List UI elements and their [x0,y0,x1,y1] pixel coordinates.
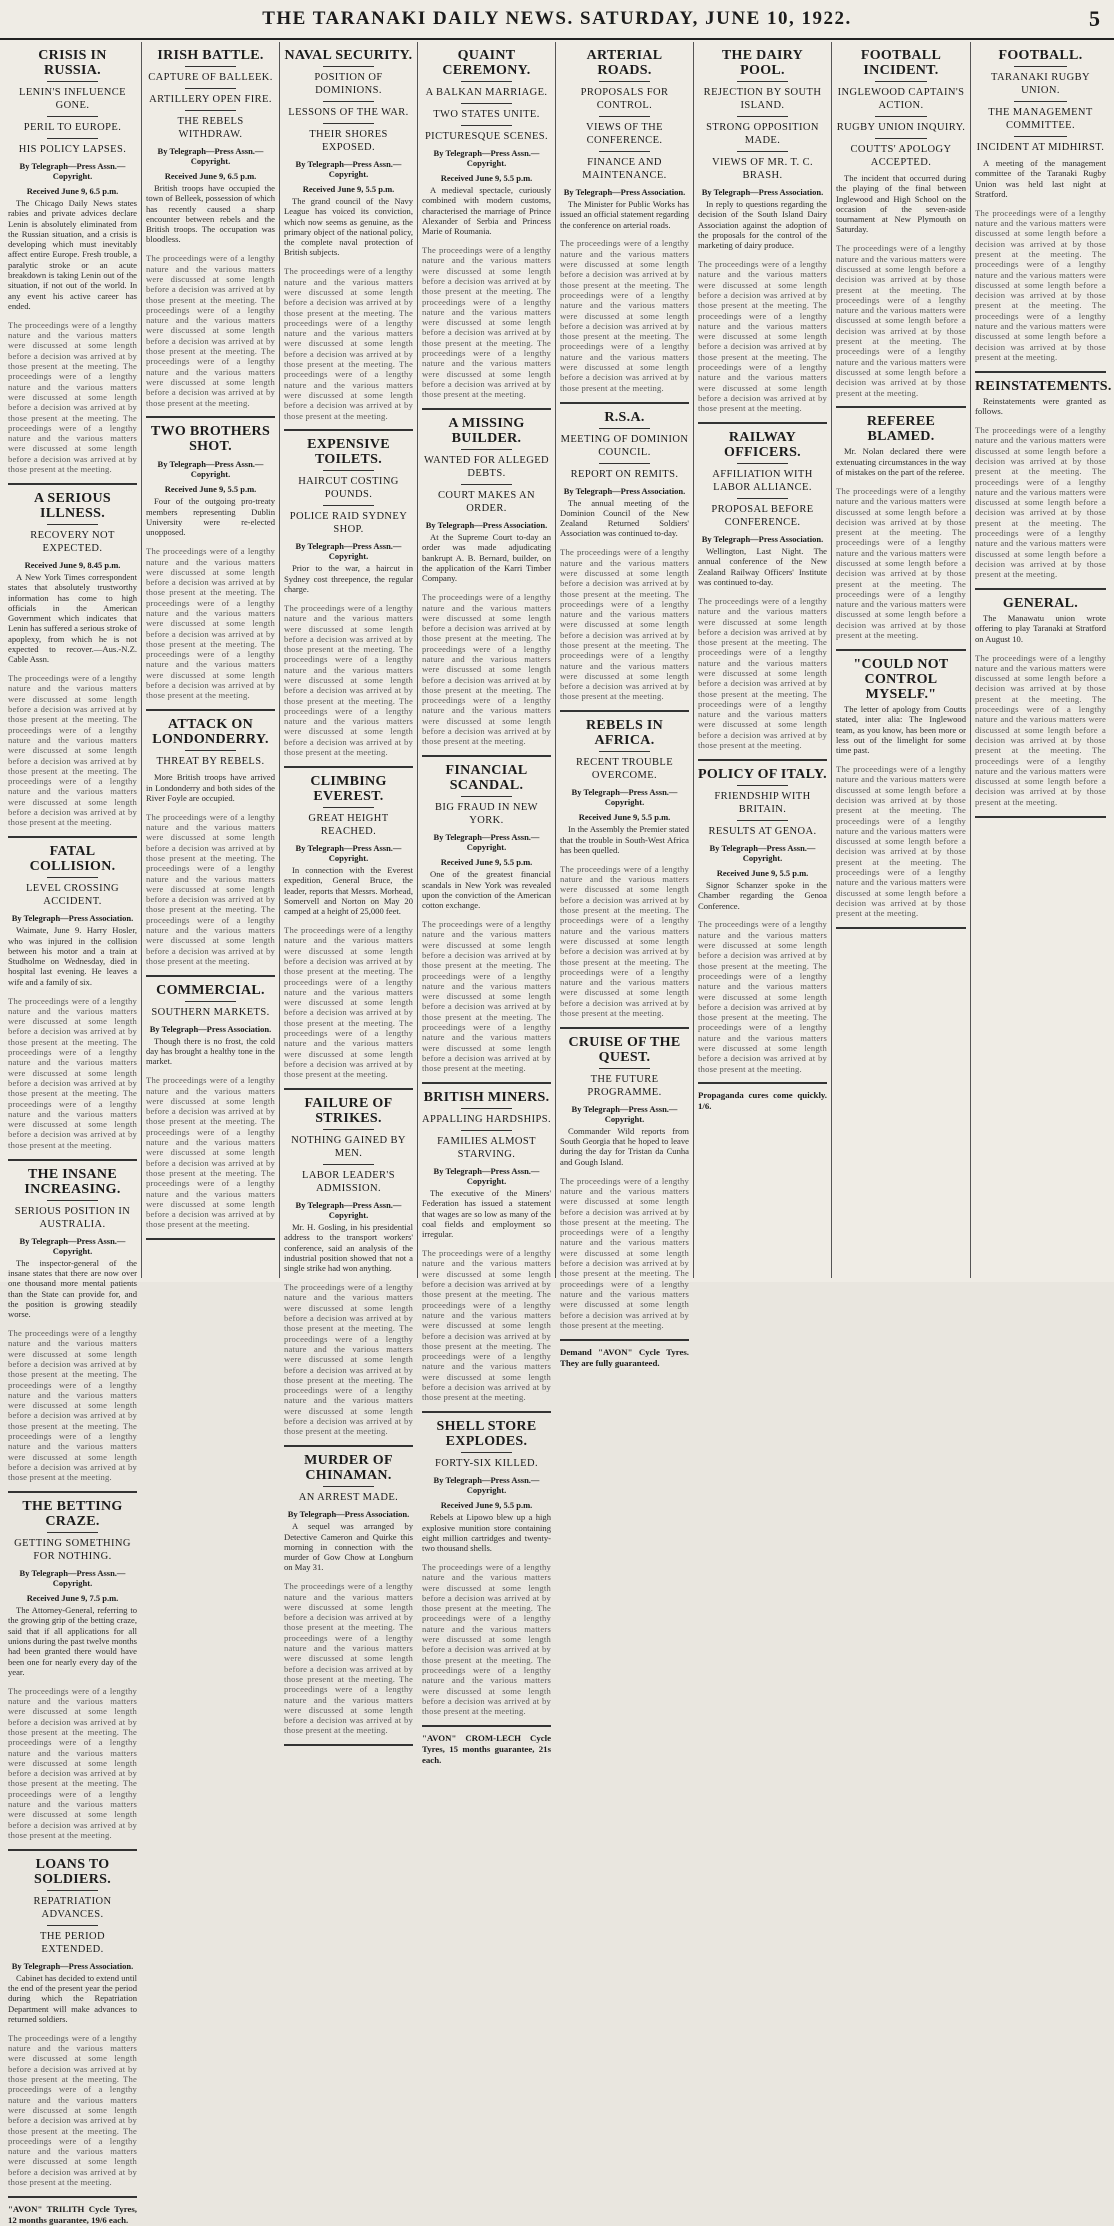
article-subheadline: SERIOUS POSITION IN AUSTRALIA. [14,1205,131,1230]
article-separator [146,1238,275,1240]
article-body: A medieval spectacle, curiously combined with modern customs, characterised the marriage of Prince Alexander of Serbia and Princess Marie of Roumania. [422,185,551,237]
article-body-continued: The proceedings were of a lengthy nature and the various matters were discussed at some length before a decision was arrived at by those present at the meeting. The proceedings were of a lengthy nature and the various matters were discussed at some length before a decision was arrived at by those present at the meeting. The proceedings were of a lengthy nature and the various matters were discussed at some length before a decision was arrived at by those present at the meeting. [975,652,1106,807]
article-body-continued: The proceedings were of a lengthy nature and the various matters were discussed at some length before a decision was arrived at by those present at the meeting. The proceedings were of a lengthy nature and the various matters were discussed at some length before a decision was arrived at by those present at the meeting. The proceedings were of a lengthy nature and the various matters were discussed at some length before a decision was arrived at by those present at the meeting. [422,919,551,1074]
headline-rule [875,116,927,117]
article-byline: By Telegraph—Press Association. [701,187,824,197]
article-subheadline: THE PERIOD EXTENDED. [40,1930,105,1955]
article-separator [560,1339,689,1341]
article-body-continued: The proceedings were of a lengthy nature and the various matters were discussed at some length before a decision was arrived at by those present at the meeting. The proceedings were of a lengthy nature and the various matters were discussed at some length before a decision was arrived at by those present at the meeting. The proceedings were of a lengthy nature and the various matters were discussed at some length before a decision was arrived at by those present at the meeting. [836,243,966,398]
article-body: Prior to the war, a haircut in Sydney cost threepence, the regular charge. [284,563,413,595]
article-body-continued: The proceedings were of a lengthy nature and the various matters were discussed at some length before a decision was arrived at by those present at the meeting. The proceedings were of a lengthy nature and the various matters were discussed at some length before a decision was arrived at by those present at the meeting. The proceedings were of a lengthy nature and the various matters were discussed at some length before a decision was arrived at by those present at the meeting. [146,1075,275,1230]
article-headline: FOOTBALL. [998,48,1083,63]
headline-rule [185,88,237,89]
article-body-continued: The proceedings were of a lengthy nature and the various matters were discussed at some length before a decision was arrived at by those present at the meeting. The proceedings were of a lengthy nature and the various matters were discussed at some length before a decision was arrived at by those present at the meeting. The proceedings were of a lengthy nature and the various matters were discussed at some length before a decision was arrived at by those present at the meeting. [698,919,827,1074]
article-headline: POLICY OF ITALY. [698,766,827,782]
article-subheadline: THE REBELS WITHDRAW. [177,116,244,140]
headline-rule [599,463,651,464]
article-body-continued: The proceedings were of a lengthy nature and the various matters were discussed at some length before a decision was arrived at by those present at the meeting. The proceedings were of a lengthy nature and the various matters were discussed at some length before a decision was arrived at by those present at the meeting. The proceedings were of a lengthy nature and the various matters were discussed at some length before a decision was arrived at by those present at the meeting. [698,595,827,751]
article-headline: IRISH BATTLE. [157,48,264,63]
article-body-continued: The proceedings were of a lengthy nature and the various matters were discussed at some length before a decision was arrived at by those present at the meeting. The proceedings were of a lengthy nature and the various matters were discussed at some length before a decision was arrived at by those present at the meeting. The proceedings were of a lengthy nature and the various matters were discussed at some length before a decision was arrived at by those present at the meeting. [8,1685,137,1840]
headline-rule [47,877,99,878]
article-separator [284,1088,413,1090]
article-body: In reply to questions regarding the decision of the South Island Dairy Association against the adoption of the proposals for the control of the marketing of dairy produce. [698,199,827,251]
headline-rule [461,81,513,82]
article-body-continued: The proceedings were of a lengthy nature and the various matters were discussed at some length before a decision was arrived at by those present at the meeting. The proceedings were of a lengthy nature and the various matters were discussed at some length before a decision was arrived at by those present at the meeting. The proceedings were of a lengthy nature and the various matters were discussed at some length before a decision was arrived at by those present at the meeting. [8,673,137,828]
article-headline: FATAL COLLISION. [29,844,116,875]
article-dateline: Received June 9, 5.5 p.m. [302,184,395,194]
article-subheadline: COUTTS' APOLOGY ACCEPTED. [850,144,952,168]
article-byline: By Telegraph—Press Assn.—Copyright. [709,842,816,863]
headline-rule [599,428,651,429]
article-dateline: Received June 9, 6.5 p.m. [164,171,257,181]
article-subheadline: THREAT BY REBELS. [156,756,265,768]
article-body-continued: The proceedings were of a lengthy nature and the various matters were discussed at some length before a decision was arrived at by those present at the meeting. The proceedings were of a lengthy nature and the various matters were discussed at some length before a decision was arrived at by those present at the meeting. The proceedings were of a lengthy nature and the various matters were discussed at some length before a decision was arrived at by those present at the meeting. [698,259,827,414]
article-subheadline: THE MANAGEMENT COMMITTEE. [988,107,1093,131]
article-body-continued: The proceedings were of a lengthy nature and the various matters were discussed at some length before a decision was arrived at by those present at the meeting. The proceedings were of a lengthy nature and the various matters were discussed at some length before a decision was arrived at by those present at the meeting. The proceedings were of a lengthy nature and the various matters were discussed at some length before a decision was arrived at by those present at the meeting. [422,245,551,400]
article-byline: By Telegraph—Press Association. [11,1960,134,1971]
article-separator [836,927,966,929]
headline-rule [47,1925,99,1926]
article-separator [8,836,137,838]
headline-rule [185,66,237,67]
article-body-continued: The proceedings were of a lengthy nature and the various matters were discussed at some length before a decision was arrived at by those present at the meeting. The proceedings were of a lengthy nature and the various matters were discussed at some length before a decision was arrived at by those present at the meeting. The proceedings were of a lengthy nature and the various matters were discussed at some length before a decision was arrived at by those present at the meeting. [560,547,689,702]
article-body-continued: The proceedings were of a lengthy nature and the various matters were discussed at some length before a decision was arrived at by those present at the meeting. The proceedings were of a lengthy nature and the various matters were discussed at some length before a decision was arrived at by those present at the meeting. The proceedings were of a lengthy nature and the various matters were discussed at some length before a decision was arrived at by those present at the meeting. [8,319,137,475]
article-body: The letter of apology from Coutts stated, inter alia: The Inglewood team, as you know, has been more or less out of the limelight for some time past. [836,703,966,756]
headline-rule [461,103,513,104]
article-headline: THE DAIRY POOL. [721,48,804,78]
article-headline: COMMERCIAL. [156,982,265,998]
article-subheadline: PERIL TO EUROPE. [23,122,122,133]
article-subheadline: FRIENDSHIP WITH BRITAIN. [714,790,811,815]
article-subheadline: REPATRIATION ADVANCES. [33,1895,112,1920]
headline-rule [875,138,927,139]
article-headline: NAVAL SECURITY. [284,48,413,63]
headline-rule [1014,66,1066,67]
headline-rule [323,101,375,102]
headline-rule [461,796,513,797]
article-body: One of the greatest financial scandals in New York was revealed upon the conviction of the American cotton exchange. [422,869,551,911]
article-body: Mr. H. Gosling, in his presidential address to the transport workers' conference, said an analysis of the industrial position showed that not a single strike had won anything. [284,1222,413,1274]
article-headline: CLIMBING EVEREST. [310,773,387,804]
headline-rule [1014,101,1066,102]
article-byline: By Telegraph—Press Assn.—Copyright. [295,541,402,562]
article-headline: RAILWAY OFFICERS. [724,430,801,461]
article-subheadline: PROPOSALS FOR CONTROL. [580,87,669,111]
article-body-continued: The proceedings were of a lengthy nature and the various matters were discussed at some length before a decision was arrived at by those present at the meeting. The proceedings were of a lengthy nature and the various matters were discussed at some length before a decision was arrived at by those present at the meeting. The proceedings were of a lengthy nature and the various matters were discussed at some length before a decision was arrived at by those present at the meeting. [422,1561,551,1717]
headline-rule [185,1001,237,1002]
article-headline: QUAINT CEREMONY. [442,48,531,78]
headline-rule [461,1452,513,1453]
article-headline: THE INSANE INCREASING. [24,1166,121,1197]
article-separator [146,975,275,977]
headline-rule [323,807,375,808]
column-8 [971,42,1110,1278]
advertisement: "AVON" TRILITH Cycle Tyres, 12 months guarantee, 19/6 each. [8,2203,137,2225]
article-subheadline: AN ARREST MADE. [298,1492,399,1504]
article-subheadline: LEVEL CROSSING ACCIDENT. [25,883,119,908]
article-body: A meeting of the management committee of the Taranaki Rugby Union was held last night at Stratford. [975,158,1106,199]
article-byline: By Telegraph—Press Assn.—Copyright. [19,1568,126,1589]
article-byline: By Telegraph—Press Association. [563,187,686,197]
headline-rule [47,116,99,117]
masthead-title: THE TARANAKI DAILY NEWS. SATURDAY, JUNE 10, 1922. [262,8,852,29]
article-dateline: Received June 9, 5.5 p.m. [440,1500,533,1511]
headline-rule [461,1130,513,1131]
article-subheadline: APPALLING HARDSHIPS. [422,1114,551,1126]
article-body: The grand council of the Navy League has voiced its conviction, which now seems as genuine, as the primary object of the national policy, the complete naval protection of British subjects. [284,196,413,258]
article-subheadline: A BALKAN MARRIAGE. [425,87,548,98]
article-separator [284,429,413,431]
article-body: Cabinet has decided to extend until the end of the present year the period during which the Repatriation Department will make advances to returned soldiers. [8,1972,137,2024]
headline-rule [47,138,99,139]
columns-container [4,42,1112,2225]
headline-rule [47,81,99,82]
article-separator [8,1849,137,1851]
article-body: The Minister for Public Works has issued an official statement regarding the conference on arterial roads. [560,199,689,230]
article-body: British troops have occupied the town of Belleek, possession of which has recently caused a sharp encounter between rebels and the British troops. The occupation was bloodless. [146,183,275,245]
article-byline: By Telegraph—Press Assn.—Copyright. [571,1103,678,1124]
article-separator [8,1159,137,1161]
headline-rule [599,81,651,82]
article-body: The inspector-general of the insane states that there are now over one thousand more mental patients than the State can provide for, and the position is growing steadily worse. [8,1257,137,1320]
article-separator [975,371,1106,373]
article-body: Reinstatements were granted as follows. [975,395,1106,417]
column-5 [556,42,694,1368]
advertisement: Demand "AVON" Cycle Tyres. They are fully guaranteed. [560,1346,689,1368]
article-body: Four of the outgoing pro-treaty members representing Dublin University were re-elected unopposed. [146,496,275,538]
article-byline: By Telegraph—Press Association. [563,485,686,496]
headline-rule [47,1532,99,1533]
article-separator [698,759,827,761]
headline-rule [47,1890,99,1891]
column-4 [418,42,556,1766]
article-subheadline: NOTHING GAINED BY MEN. [291,1135,406,1160]
article-headline: FOOTBALL INCIDENT. [860,48,942,78]
article-headline: MURDER OF CHINAMAN. [304,1453,393,1484]
headline-rule [737,785,789,786]
article-dateline: Received June 9, 6.5 p.m. [26,186,119,196]
article-headline: CRISIS IN RUSSIA. [38,48,107,78]
article-subheadline: FORTY-SIX KILLED. [435,1458,538,1470]
article-body-continued: The proceedings were of a lengthy nature and the various matters were discussed at some length before a decision was arrived at by those present at the meeting. The proceedings were of a lengthy nature and the various matters were discussed at some length before a decision was arrived at by those present at the meeting. The proceedings were of a lengthy nature and the various matters were discussed at some length before a decision was arrived at by those present at the meeting. [560,238,689,393]
article-byline: By Telegraph—Press Association. [425,520,548,531]
article-separator [284,766,413,768]
article-separator [422,1082,551,1084]
article-body-continued: The proceedings were of a lengthy nature and the various matters were discussed at some length before a decision was arrived at by those present at the meeting. The proceedings were of a lengthy nature and the various matters were discussed at some length before a decision was arrived at by those present at the meeting. The proceedings were of a lengthy nature and the various matters were discussed at some length before a decision was arrived at by those present at the meeting. [560,1175,689,1330]
article-body: Commander Wild reports from South Georgia that he hoped to leave during the day for Tristan da Cunha and Gough Island. [560,1125,689,1167]
headline-rule [875,81,927,82]
article-body: Waimate, June 9. Harry Hosler, who was injured in the collision between his motor and a train at Studholme on Wednesday, died in hospital last evening. He leaves a wife and a family of six. [8,925,137,987]
article-byline: By Telegraph—Press Assn.—Copyright. [571,787,678,808]
article-body-continued: The proceedings were of a lengthy nature and the various matters were discussed at some length before a decision was arrived at by those present at the meeting. The proceedings were of a lengthy nature and the various matters were discussed at some length before a decision was arrived at by those present at the meeting. The proceedings were of a lengthy nature and the various matters were discussed at some length before a decision was arrived at by those present at the meeting. [146,546,275,701]
column-2 [142,42,280,1278]
article-subheadline: SOUTHERN MARKETS. [151,1006,270,1018]
article-byline: By Telegraph—Press Association. [701,534,824,545]
article-subheadline: INCIDENT AT MIDHIRST. [976,142,1105,153]
article-body-continued: The proceedings were of a lengthy nature and the various matters were discussed at some length before a decision was arrived at by those present at the meeting. The proceedings were of a lengthy nature and the various matters were discussed at some length before a decision was arrived at by those present at the meeting. The proceedings were of a lengthy nature and the various matters were discussed at some length before a decision was arrived at by those present at the meeting. [422,1248,551,1403]
article-separator [975,816,1106,818]
article-body-continued: The proceedings were of a lengthy nature and the various matters were discussed at some length before a decision was arrived at by those present at the meeting. The proceedings were of a lengthy nature and the various matters were discussed at some length before a decision was arrived at by those present at the meeting. The proceedings were of a lengthy nature and the various matters were discussed at some length before a decision was arrived at by those present at the meeting. [146,811,275,966]
article-subheadline: FAMILIES ALMOST STARVING. [437,1136,536,1161]
article-body: At the Supreme Court to-day an order was made adjudicating bankrupt A. B. Bernard, builder, on the application of the Karri Timber Company. [422,532,551,584]
article-subheadline: GREAT HEIGHT REACHED. [308,812,389,837]
article-body-continued: The proceedings were of a lengthy nature and the various matters were discussed at some length before a decision was arrived at by those present at the meeting. The proceedings were of a lengthy nature and the various matters were discussed at some length before a decision was arrived at by those present at the meeting. The proceedings were of a lengthy nature and the various matters were discussed at some length before a decision was arrived at by those present at the meeting. [836,485,966,641]
article-subheadline: WANTED FOR ALLEGED DEBTS. [423,455,550,480]
headline-rule [737,498,789,499]
headline-rule [323,1164,375,1165]
article-body: In connection with the Everest expedition, General Bruce, the leader, reports that Messrs. Morhead, Somervell and Norton on May 20 camped at a height of 25,000 feet. [284,864,413,917]
article-body-continued: The proceedings were of a lengthy nature and the various matters were discussed at some length before a decision was arrived at by those present at the meeting. The proceedings were of a lengthy nature and the various matters were discussed at some length before a decision was arrived at by those present at the meeting. The proceedings were of a lengthy nature and the various matters were discussed at some length before a decision was arrived at by those present at the meeting. [284,925,413,1080]
article-separator [284,1744,413,1746]
article-separator [836,649,966,651]
article-separator [698,422,827,424]
article-separator [146,709,275,711]
article-headline: "COULD NOT CONTROL MYSELF." [853,656,949,702]
article-headline: ATTACK ON LONDONDERRY. [152,717,269,748]
article-subheadline: PICTURESQUE SCENES. [424,131,549,142]
article-headline: BRITISH MINERS. [423,1090,550,1106]
headline-rule [737,81,789,82]
article-dateline: Received June 9, 5.5 p.m. [440,857,533,868]
headline-rule [599,751,651,752]
article-headline: EXPENSIVE TOILETS. [307,437,390,468]
article-separator [8,2196,137,2198]
article-body-continued: The proceedings were of a lengthy nature and the various matters were discussed at some length before a decision was arrived at by those present at the meeting. The proceedings were of a lengthy nature and the various matters were discussed at some length before a decision was arrived at by those present at the meeting. The proceedings were of a lengthy nature and the various matters were discussed at some length before a decision was arrived at by those present at the meeting. [284,1282,413,1437]
article-headline: FINANCIAL SCANDAL. [445,763,528,794]
article-headline: ARTERIAL ROADS. [586,48,663,78]
article-subheadline: TWO STATES UNITE. [433,109,540,120]
article-subheadline: HAIRCUT COSTING POUNDS. [298,476,399,501]
article-byline: By Telegraph—Press Association. [11,913,134,924]
column-6 [694,42,832,1278]
article-headline: REBELS IN AFRICA. [585,718,663,749]
headline-rule [1014,136,1066,137]
article-byline: By Telegraph—Press Assn.—Copyright. [433,1166,540,1187]
article-byline: By Telegraph—Press Assn.—Copyright. [157,459,264,480]
article-body: The Attorney-General, referring to the growing grip of the betting craze, said that if all applications for all unions during the past twelve months had been granted there would have been one for nearly every day of the year. [8,1605,137,1677]
article-subheadline: BIG FRAUD IN NEW YORK. [435,802,538,827]
headline-rule [185,110,237,111]
article-byline: By Telegraph—Press Assn.—Copyright. [295,1200,402,1221]
article-body-continued: The proceedings were of a lengthy nature and the various matters were discussed at some length before a decision was arrived at by those present at the meeting. The proceedings were of a lengthy nature and the various matters were discussed at some length before a decision was arrived at by those present at the meeting. The proceedings were of a lengthy nature and the various matters were discussed at some length before a decision was arrived at by those present at the meeting. [422,592,551,747]
article-subheadline: RESULTS AT GENOA. [708,825,817,837]
article-headline: REINSTATEMENTS. [975,378,1112,394]
article-body: In the Assembly the Premier stated that the trouble in South-West Africa has been quelled. [560,824,689,855]
headline-rule [47,524,99,525]
page-number: 5 [1089,6,1100,31]
article-subheadline: POLICE RAID SYDNEY SHOP. [289,511,408,536]
article-body: Mr. Nolan declared there were extenuating circumstances in the way of mistakes on the part of the referee. [836,446,966,478]
article-byline: By Telegraph—Press Assn.—Copyright. [433,148,540,168]
article-headline: SHELL STORE EXPLODES. [436,1419,537,1450]
article-headline: R.S.A. [604,409,645,425]
article-body-continued: The proceedings were of a lengthy nature and the various matters were discussed at some length before a decision was arrived at by those present at the meeting. The proceedings were of a lengthy nature and the various matters were discussed at some length before a decision was arrived at by those present at the meeting. The proceedings were of a lengthy nature and the various matters were discussed at some length before a decision was arrived at by those present at the meeting. [975,425,1106,580]
headline-rule [323,470,375,471]
article-subheadline: POSITION OF DOMINIONS. [314,72,383,96]
article-separator [422,1411,551,1413]
article-body: The executive of the Miners' Federation has issued a statement that wages are so low as many of the coal fields and employment so irregular. [422,1188,551,1240]
headline-rule [599,116,651,117]
article-byline: By Telegraph—Press Assn.—Copyright. [157,146,264,166]
article-subheadline: LENIN'S INFLUENCE GONE. [19,87,126,111]
headline-rule [599,151,651,152]
headline-rule [323,123,375,124]
article-headline: REFEREE BLAMED. [866,414,936,445]
headline-rule [185,750,237,751]
article-headline: THE BETTING CRAZE. [22,1499,123,1530]
article-subheadline: CAPTURE OF BALLEEK. [148,72,273,83]
article-separator [975,588,1106,590]
article-subheadline: REPORT ON REMITS. [570,468,679,480]
article-subheadline: INGLEWOOD CAPTAIN'S ACTION. [837,87,965,111]
article-separator [422,755,551,757]
article-body-continued: The proceedings were of a lengthy nature and the various matters were discussed at some length before a decision was arrived at by those present at the meeting. The proceedings were of a lengthy nature and the various matters were discussed at some length before a decision was arrived at by those present at the meeting. The proceedings were of a lengthy nature and the various matters were discussed at some length before a decision was arrived at by those present at the meeting. [975,207,1106,362]
article-body: Signor Schanzer spoke in the Chamber regarding the Genoa Conference. [698,879,827,911]
article-subheadline: GETTING SOMETHING FOR NOTHING. [14,1538,131,1563]
advertisement: Propaganda cures come quickly. 1/6. [698,1090,827,1112]
article-subheadline: LESSONS OF THE WAR. [288,107,409,118]
article-subheadline: LABOR LEADER'S ADMISSION. [302,1170,395,1195]
article-subheadline: FINANCE AND MAINTENANCE. [582,157,667,181]
article-body: Rebels at Lipowo blew up a high explosive munition store containing eight million cartridges and twenty-two thousand shells. [422,1512,551,1554]
article-separator [836,406,966,408]
article-body: Though there is no frost, the cold day has brought a healthy tone in the market. [146,1035,275,1067]
article-body: The Manawatu union wrote offering to play Taranaki at Stratford on August 10. [975,613,1106,644]
article-dateline: Received June 9, 8.45 p.m. [24,559,121,570]
article-separator [8,1491,137,1493]
headline-rule [323,505,375,506]
article-subheadline: COURT MAKES AN ORDER. [438,490,535,515]
article-separator [698,1082,827,1084]
article-byline: By Telegraph—Press Assn.—Copyright. [19,1235,126,1256]
article-dateline: Received June 9, 5.5 p.m. [716,867,809,878]
article-headline: GENERAL. [1002,596,1079,612]
advertisement: "AVON" CROM-LECH Cycle Tyres, 15 months guarantee, 21s each. [422,1733,551,1766]
article-byline: By Telegraph—Press Assn.—Copyright. [295,842,402,863]
headline-rule [47,1200,99,1201]
article-body-continued: The proceedings were of a lengthy nature and the various matters were discussed at some length before a decision was arrived at by those present at the meeting. The proceedings were of a lengthy nature and the various matters were discussed at some length before a decision was arrived at by those present at the meeting. The proceedings were of a lengthy nature and the various matters were discussed at some length before a decision was arrived at by those present at the meeting. [8,2032,137,2188]
article-separator [8,483,137,485]
article-byline: By Telegraph—Press Association. [149,1023,272,1034]
article-dateline: Received June 9, 5.5 p.m. [440,173,533,183]
article-dateline: Received June 9, 5.5 p.m. [164,484,257,495]
headline-rule [599,1068,651,1069]
article-byline: By Telegraph—Press Association. [287,1509,410,1520]
headline-rule [461,125,513,126]
article-separator [560,402,689,404]
article-headline: A SERIOUS ILLNESS. [33,490,111,521]
article-subheadline: REJECTION BY SOUTH ISLAND. [703,87,822,111]
article-subheadline: RECENT TROUBLE OVERCOME. [575,757,674,782]
article-headline: CRUISE OF THE QUEST. [568,1034,681,1065]
article-byline: By Telegraph—Press Assn.—Copyright. [433,1475,540,1496]
article-separator [560,1027,689,1029]
article-headline: A MISSING BUILDER. [448,416,525,447]
article-headline: FAILURE OF STRIKES. [304,1096,393,1127]
headline-rule [461,1108,513,1109]
article-byline: By Telegraph—Press Assn.—Copyright. [295,159,402,179]
article-subheadline: RECOVERY NOT EXPECTED. [30,529,115,554]
article-separator [560,710,689,712]
article-subheadline: THEIR SHORES EXPOSED. [309,129,388,153]
article-body: Wellington, Last Night. The annual conference of the New Zealand Railway Officers' Institute was continued to-day. [698,546,827,588]
headline-rule [737,820,789,821]
column-3 [280,42,418,1736]
headline-rule [323,1129,375,1130]
headline-rule [323,1486,375,1487]
article-body: The annual meeting of the Dominion Council of the New Zealand Returned Soldiers' Association was continued to-day. [560,497,689,539]
headline-rule [323,66,375,67]
column-1 [4,42,142,2225]
headline-rule [461,449,513,450]
article-separator [422,408,551,410]
article-separator [422,1725,551,1727]
article-body-continued: The proceedings were of a lengthy nature and the various matters were discussed at some length before a decision was arrived at by those present at the meeting. The proceedings were of a lengthy nature and the various matters were discussed at some length before a decision was arrived at by those present at the meeting. The proceedings were of a lengthy nature and the various matters were discussed at some length before a decision was arrived at by those present at the meeting. [284,266,413,421]
article-body: The incident that occurred during the playing of the final between Inglewood and High School on the occasion of the seven-aside tournament at New Plymouth on Saturday. [836,173,966,235]
article-dateline: Received June 9, 5.5 p.m. [578,812,671,823]
column-7 [832,42,971,1278]
article-subheadline: THE FUTURE PROGRAMME. [587,1073,662,1098]
article-subheadline: MEETING OF DOMINION COUNCIL. [560,433,689,458]
article-subheadline: VIEWS OF MR. T. C. BRASH. [711,157,814,181]
headline-rule [737,151,789,152]
article-separator [284,1445,413,1447]
headline-rule [737,116,789,117]
article-headline: LOANS TO SOLDIERS. [33,1856,111,1887]
article-body: The Chicago Daily News states rabies and private advices declare Lenin is absolutely eliminated from the Russian situation, and a crisis is developing which must inevitably affect entire Europe. Fresh trouble, a paralytic stroke or an acute breakdown is taking Lenin out of the situation, if not out of the world. In any event his active career has ended. [8,198,137,311]
article-body: A New York Times correspondent states that absolutely trustworthy information has come to high officials in the American Government which indicates that Lenin has suffered a serious stroke of apoplexy, from which he is not expected to recover.—Aus.-N.Z. Cable Assn. [8,571,137,665]
article-dateline: Received June 9, 7.5 p.m. [26,1593,119,1604]
article-body-continued: The proceedings were of a lengthy nature and the various matters were discussed at some length before a decision was arrived at by those present at the meeting. The proceedings were of a lengthy nature and the various matters were discussed at some length before a decision was arrived at by those present at the meeting. The proceedings were of a lengthy nature and the various matters were discussed at some length before a decision was arrived at by those present at the meeting. [284,1581,413,1736]
article-body: More British troops have arrived in Londonderry and both sides of the River Foyle are occupied. [146,772,275,803]
article-headline: TWO BROTHERS SHOT. [150,424,271,455]
article-subheadline: AFFILIATION WITH LABOR ALLIANCE. [712,469,813,494]
article-separator [146,416,275,418]
article-byline: By Telegraph—Press Assn.—Copyright. [19,161,126,181]
article-subheadline: RUGBY UNION INQUIRY. [836,122,966,133]
article-body-continued: The proceedings were of a lengthy nature and the various matters were discussed at some length before a decision was arrived at by those present at the meeting. The proceedings were of a lengthy nature and the various matters were discussed at some length before a decision was arrived at by those present at the meeting. The proceedings were of a lengthy nature and the various matters were discussed at some length before a decision was arrived at by those present at the meeting. [284,602,413,758]
article-subheadline: ARTILLERY OPEN FIRE. [149,94,272,105]
article-subheadline: TARANAKI RUGBY UNION. [991,72,1090,96]
article-byline: By Telegraph—Press Assn.—Copyright. [433,832,540,853]
article-body-continued: The proceedings were of a lengthy nature and the various matters were discussed at some length before a decision was arrived at by those present at the meeting. The proceedings were of a lengthy nature and the various matters were discussed at some length before a decision was arrived at by those present at the meeting. The proceedings were of a lengthy nature and the various matters were discussed at some length before a decision was arrived at by those present at the meeting. [8,1328,137,1483]
article-subheadline: PROPOSAL BEFORE CONFERENCE. [711,504,814,529]
headline-rule [737,463,789,464]
article-body-continued: The proceedings were of a lengthy nature and the various matters were discussed at some length before a decision was arrived at by those present at the meeting. The proceedings were of a lengthy nature and the various matters were discussed at some length before a decision was arrived at by those present at the meeting. The proceedings were of a lengthy nature and the various matters were discussed at some length before a decision was arrived at by those present at the meeting. [836,764,966,919]
article-subheadline: VIEWS OF THE CONFERENCE. [586,122,663,146]
article-subheadline: HIS POLICY LAPSES. [18,144,127,155]
article-body-continued: The proceedings were of a lengthy nature and the various matters were discussed at some length before a decision was arrived at by those present at the meeting. The proceedings were of a lengthy nature and the various matters were discussed at some length before a decision was arrived at by those present at the meeting. The proceedings were of a lengthy nature and the various matters were discussed at some length before a decision was arrived at by those present at the meeting. [560,863,689,1018]
headline-rule [461,484,513,485]
masthead [0,0,1114,40]
article-body-continued: The proceedings were of a lengthy nature and the various matters were discussed at some length before a decision was arrived at by those present at the meeting. The proceedings were of a lengthy nature and the various matters were discussed at some length before a decision was arrived at by those present at the meeting. The proceedings were of a lengthy nature and the various matters were discussed at some length before a decision was arrived at by those present at the meeting. [146,253,275,408]
article-body-continued: The proceedings were of a lengthy nature and the various matters were discussed at some length before a decision was arrived at by those present at the meeting. The proceedings were of a lengthy nature and the various matters were discussed at some length before a decision was arrived at by those present at the meeting. The proceedings were of a lengthy nature and the various matters were discussed at some length before a decision was arrived at by those present at the meeting. [8,995,137,1150]
article-subheadline: STRONG OPPOSITION MADE. [706,122,819,146]
article-body: A sequel was arranged by Detective Cameron and Quirke this morning in connection with the murder of Gow Chow at Longburn on May 31. [284,1521,413,1573]
